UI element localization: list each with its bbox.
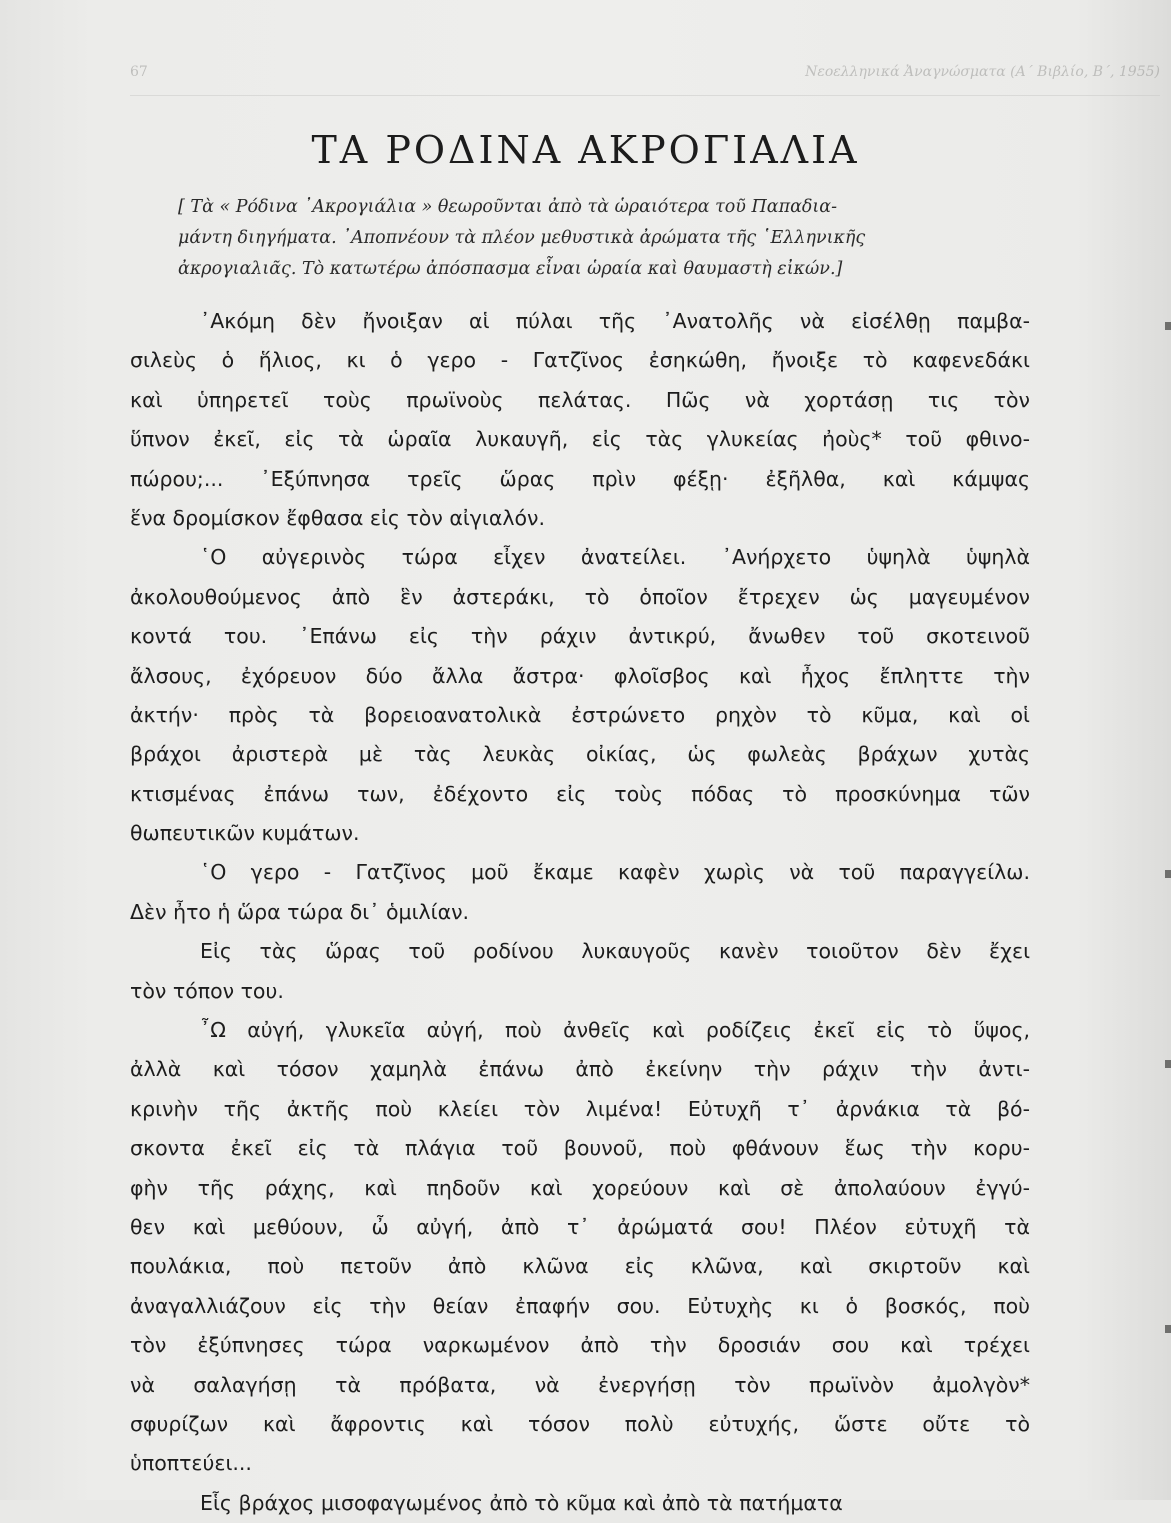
body-line: Εἰς τὰς ὥρας τοῦ ροδίνου λυκαυγοῦς κανὲν τοιοῦτον δὲν ἔχει xyxy=(200,939,1030,964)
body-line: ὕπνον ἐκεῖ, εἰς τὰ ὡραῖα λυκαυγῆ, εἰς τὰς γλυκείας ἠοὺς* τοῦ φθινο- xyxy=(130,427,1030,452)
body-line: πώρου;... ᾿Εξύπνησα τρεῖς ὥρας πρὶν φέξῃ· ἐξῆλθα, καὶ κάμψας xyxy=(130,466,1030,491)
body-line: κτισμένας ἐπάνω των, ἐδέχοντο εἰς τοὺς πόδας τὸ προσκύνημα τῶν xyxy=(130,781,1030,806)
intro-line: μάντη διηγήματα. ᾿Αποπνέουν τὰ πλέον μεθυστικὰ ἀρώματα τῆς ῾Ελληνικῆς xyxy=(178,228,866,248)
body-line: ἀκτήν· πρὸς τὰ βορειοανατολικὰ ἐστρώνετο ρηχὸν τὸ κῦμα, καὶ οἱ xyxy=(130,702,1030,727)
body-line: ἕνα δρομίσκον ἔφθασα εἰς τὸν αἰγιαλόν. xyxy=(130,505,545,530)
running-header xyxy=(130,60,1160,84)
body-line: ὑποπτεύει... xyxy=(130,1451,252,1476)
body-line: ῏Ω αὐγή, γλυκεῖα αὐγή, ποὺ ἀνθεῖς καὶ ροδίζεις ἐκεῖ εἰς τὸ ὕψος, xyxy=(200,1018,1030,1043)
page-number: 67 xyxy=(130,64,148,80)
body-line: κρινὴν τῆς ἀκτῆς ποὺ κλείει τὸν λιμένα! Εὐτυχῆ τ᾿ ἀρνάκια τὰ βό- xyxy=(130,1096,1030,1121)
body-line: πουλάκια, ποὺ πετοῦν ἀπὸ κλῶνα εἰς κλῶνα, καὶ σκιρτοῦν καὶ xyxy=(130,1254,1030,1279)
body-line: φὴν τῆς ράχης, καὶ πηδοῦν καὶ χορεύουν καὶ σὲ ἀπολαύουν ἐγγύ- xyxy=(130,1175,1030,1200)
body-line: κοντά του. ᾿Επάνω εἰς τὴν ράχιν ἀντικρύ, ἄνωθεν τοῦ σκοτεινοῦ xyxy=(130,624,1030,649)
intro-line: ἀκρογιαλιᾶς. Τὸ κατωτέρω ἀπόσπασμα εἶναι ὡραία καὶ θαυμαστὴ εἰκών.] xyxy=(178,259,843,279)
body-line: σφυρίζων καὶ ἄφροντις καὶ τόσον πολὺ εὐτυχής, ὥστε οὔτε τὸ xyxy=(130,1411,1030,1436)
body-line: θωπευτικῶν κυμάτων. xyxy=(130,821,360,846)
body-line: θεν καὶ μεθύουν, ὦ αὐγή, ἀπὸ τ᾿ ἀρώματά σου! Πλέον εὐτυχῆ τὰ xyxy=(130,1214,1030,1239)
body-line: Δὲν ἦτο ἡ ὥρα τώρα δι᾿ ὁμιλίαν. xyxy=(130,899,470,924)
body-line: βράχοι ἀριστερὰ μὲ τὰς λευκὰς οἰκίας, ὡς φωλεὰς βράχων χυτὰς xyxy=(130,742,1030,767)
body-line: σιλεὺς ὁ ἥλιος, κι ὁ γερο - Γατζῖνος ἐσηκώθη, ἤνοιξε τὸ καφενεδάκι xyxy=(130,348,1030,373)
body-line: ᾿Ακόμη δὲν ἤνοιξαν αἱ πύλαι τῆς ᾿Ανατολῆς νὰ εἰσέλθῃ παμβα- xyxy=(200,309,1030,333)
chapter-title: ΤΑ ΡΟΔΙΝΑ ΑΚΡΟΓΙΑΛΙΑ xyxy=(311,128,860,172)
page-edge-mark xyxy=(1165,870,1171,878)
body-line: νὰ σαλαγήσῃ τὰ πρόβατα, νὰ ἐνεργήσῃ τὸν πρωϊνὸν ἀμολγὸν* xyxy=(130,1372,1030,1397)
intro-line: [ Τὰ « Ρόδινα ᾿Ακρογιάλια » θεωροῦνται ἀπὸ τὰ ὡραιότερα τοῦ Παπαδια- xyxy=(178,197,838,217)
page-edge-mark xyxy=(1165,1060,1171,1068)
page-edge-mark xyxy=(1165,322,1171,330)
page-edge-mark xyxy=(1165,1325,1171,1333)
body-line: τὸν ἐξύπνησες τώρα ναρκωμένον ἀπὸ τὴν δροσιάν σου καὶ τρέχει xyxy=(130,1333,1030,1358)
body-line: καὶ ὑπηρετεῖ τοὺς πρωϊνοὺς πελάτας. Πῶς νὰ χορτάσῃ τις τὸν xyxy=(130,387,1030,412)
body-line: ἀναγαλλιάζουν εἰς τὴν θείαν ἐπαφήν σου. Εὐτυχὴς κι ὁ βοσκός, ποὺ xyxy=(130,1293,1030,1318)
body-line: ῾Ο γερο - Γατζῖνος μοῦ ἔκαμε καφὲν χωρὶς νὰ τοῦ παραγγείλω. xyxy=(200,860,1030,885)
body-text xyxy=(130,302,1030,1523)
intro-note xyxy=(178,192,993,285)
body-line: σκοντα ἐκεῖ εἰς τὰ πλάγια τοῦ βουνοῦ, ποὺ φθάνουν ἕως τὴν κορυ- xyxy=(130,1136,1030,1161)
running-title: Νεοελληνικά Ἀναγνώσματα (Α΄ Βιβλίο, Β΄, 1955) xyxy=(805,64,1160,80)
body-line: ἀλλὰ καὶ τόσον χαμηλὰ ἐπάνω ἀπὸ ἐκείνην τὴν ράχιν τὴν ἀντι- xyxy=(130,1057,1030,1082)
body-line: ῾Ο αὐγερινὸς τώρα εἶχεν ἀνατείλει. ᾿Ανήρχετο ὑψηλὰ ὑψηλὰ xyxy=(200,545,1030,570)
body-line: ἀκολουθούμενος ἀπὸ ἓν ἀστεράκι, τὸ ὁποῖον ἔτρεχεν ὡς μαγευμένον xyxy=(130,584,1030,609)
header-rule xyxy=(130,95,1160,96)
body-line: ἄλσους, ἐχόρευον δύο ἄλλα ἄστρα· φλοῖσβος καὶ ἦχος ἔπληττε τὴν xyxy=(130,663,1030,688)
body-line: τὸν τόπον του. xyxy=(130,978,284,1003)
body-line: Εἷς βράχος μισοφαγωμένος ἀπὸ τὸ κῦμα καὶ ἀπὸ τὰ πατήματα xyxy=(200,1490,843,1515)
